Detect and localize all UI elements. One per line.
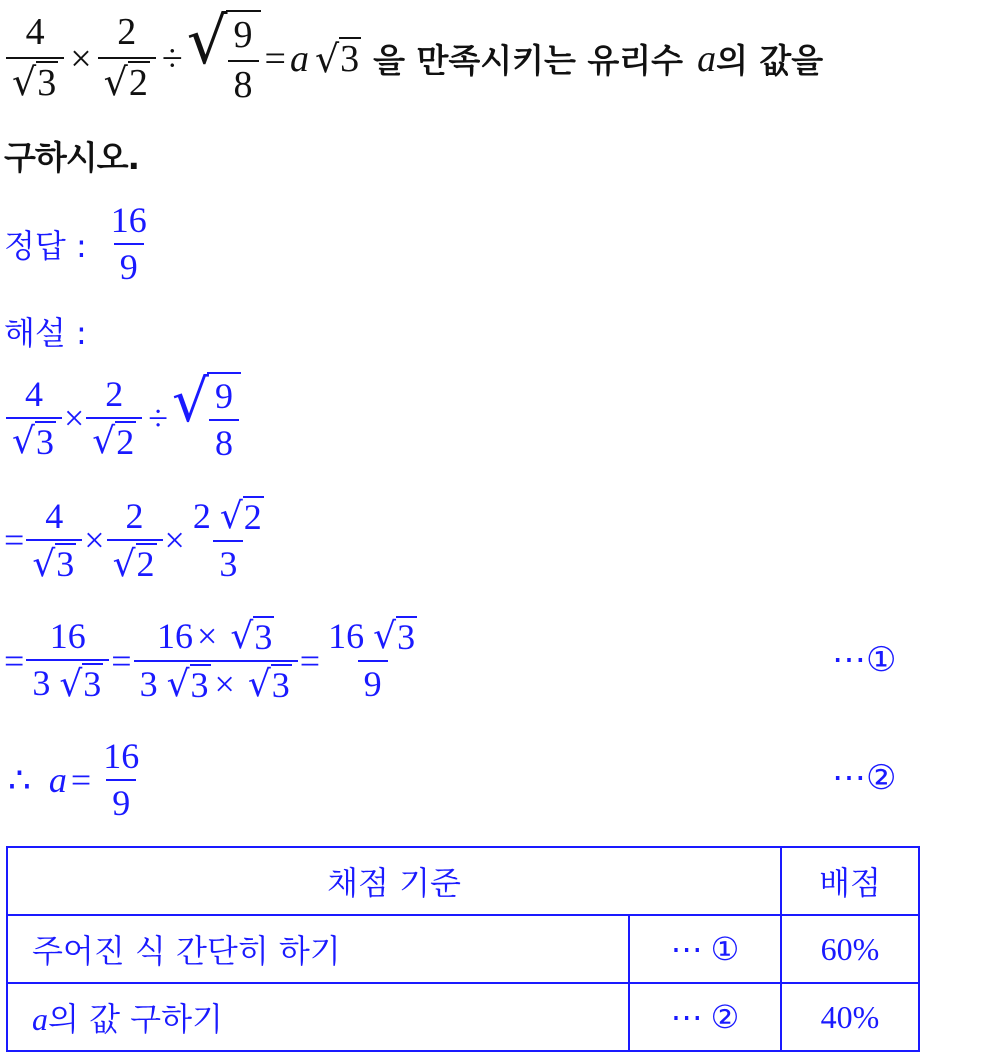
problem-text-tail: 의 값을 [716,41,824,81]
explanation-step-4: ∴ a = $\frac{16}{9}$ [8,736,140,824]
header-points: 배점 [781,847,919,915]
problem-text-line2: 구하시오. [4,138,140,177]
explanation-step-2: = 4 √ 3 × 2 √ 2 × 2 √ 2 3 [4,496,262,585]
explanation-step-3: = 16 3 √ 3 = 16 × √ 3 3 √ 3 × √ 3 = 16 √ 3 9 [4,616,416,705]
answer: 정답 : $\frac{16}{9}$ [4,200,147,288]
row-criteria: a의 값 구하기 [7,983,629,1051]
header-criteria: 채점 기준 [7,847,781,915]
row-points: 40% [781,983,919,1051]
table-header-row [7,847,919,915]
row-mark: ⋯ ① [629,915,781,983]
square-root: √ $\frac{9}{8}$ [187,10,261,107]
table-row [7,983,919,1051]
explanation-label: 해설 : [4,314,87,352]
step-mark-1: ⋯① [832,642,897,679]
fraction: 4 √ 3 [6,11,64,105]
scoring-table [6,846,920,1052]
problem-expression: 4 √ 3 × 2 √ 2 ÷ √ $\frac{9}{8}$ = a √ 3 을 만족시키는 유리수 a 의 값을 [4,10,823,107]
fraction: 2 √ 2 [98,11,156,105]
row-mark: ⋯ ② [629,983,781,1051]
row-criteria: 주어진 식 간단히 하기 [7,915,629,983]
row-points: 60% [781,915,919,983]
step-mark-2: ⋯② [832,760,897,797]
problem-text: 을 만족시키는 유리수 [373,41,684,81]
answer-label: 정답 : [4,227,87,266]
explanation-step-1: 4 √ 3 × 2 √ 2 ÷ √ $\frac{9}{8}$ [4,372,241,465]
table-row [7,915,919,983]
